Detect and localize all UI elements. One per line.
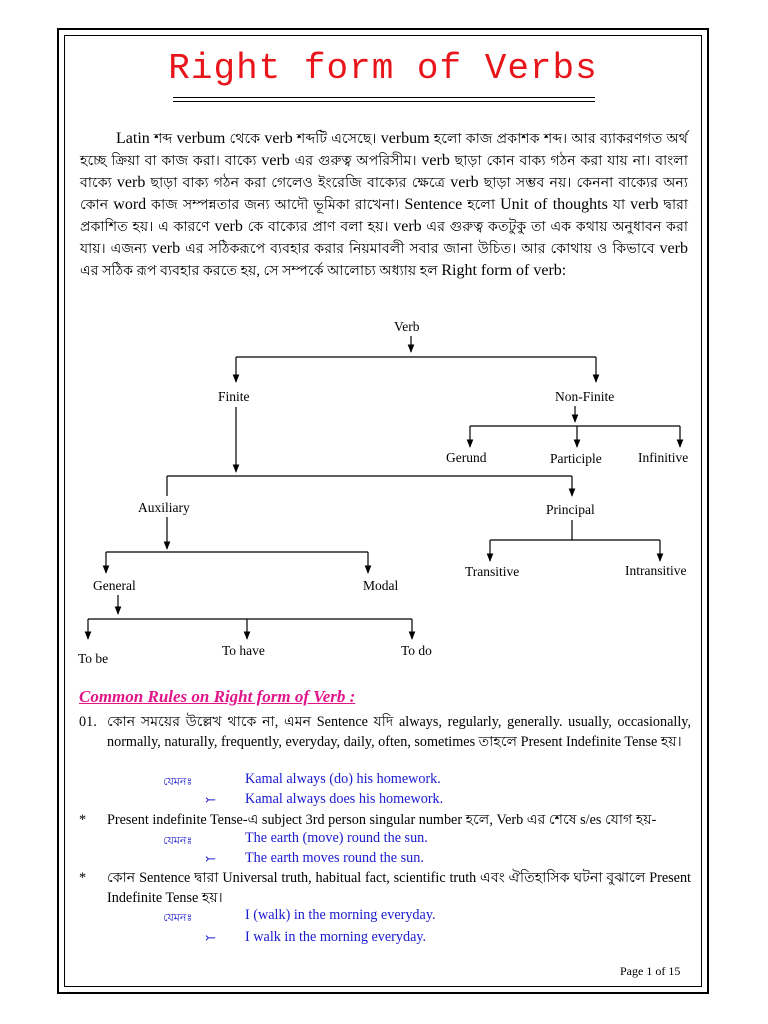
intro-english-term: word [113,196,147,213]
node-participle: Participle [550,451,602,466]
node-intransitive: Intransitive [625,563,687,578]
answer-arrow-icon: ⤚ [205,851,216,866]
intro-english-term: verb [264,130,293,147]
node-to-have: To have [222,643,265,658]
intro-text-run: থেকে [225,131,265,147]
intro-text-run: এর গুরুত্ব কতটুকু তা এক কথায় অনুধাবন করা যায়। এজন্য [80,219,688,257]
intro-english-term: verb [116,174,146,191]
rule-text: Present indefinite Tense-এ subject 3rd person singular number হলে, Verb এর শেষে s/es যোগ হয়- [107,812,657,828]
intro-english-term: verb [630,196,659,213]
example-label: যেমনঃ [163,912,193,924]
answer-arrow-icon: ⤚ [205,930,216,945]
intro-english-term: Sentence [404,196,463,213]
intro-text-run: দ্বারা প্রকাশিত হয়। এ কারণে [80,197,689,235]
example-answer: The earth moves round the sun. [245,850,424,866]
intro-english-term: verb [214,218,243,235]
node-modal: Modal [363,578,399,593]
intro-text-run: শব্দ [149,131,177,147]
example-question: The earth (move) round the sun. [245,830,428,846]
node-infinitive: Infinitive [638,450,689,465]
example-question: Kamal always (do) his homework. [245,771,441,787]
intro-english-term: verb [393,218,422,235]
node-finite: Finite [218,389,250,404]
intro-text-run: কে বাক্যের প্রাণ বলা হয়। [242,219,394,235]
rules-heading: Common Rules on Right form of Verb : [79,687,356,706]
page-title: Right form of Verbs [168,48,598,89]
intro-text-run: শব্দটি এসেছে। [292,131,381,147]
rule-bullet: * [79,870,87,886]
intro-english-term: Right form of verb: [441,262,567,279]
rule-number: 01. [79,714,97,730]
page-number: Page 1 of 15 [620,964,681,978]
example-answer: I walk in the morning everyday. [245,929,427,945]
node-to-do: To do [401,643,432,658]
rule-bullet: * [79,812,87,828]
rule-text: কোন সময়ের উল্লেখ থাকে না, এমন Sentence যদি always, regularly, generally. usually, occasionally, normally, naturally, frequently, everyday, daily, often, sometimes তাহলে Present Indefinite Tense হয়। [107,714,691,750]
node-auxiliary: Auxiliary [138,500,190,515]
intro-english-term: Unit of thoughts [500,196,608,213]
node-verb: Verb [394,319,420,334]
node-principal: Principal [546,502,595,517]
example-answer: Kamal always does his homework. [245,791,444,807]
node-gerund: Gerund [446,450,487,465]
intro-english-term: verb [261,152,290,169]
intro-text-run: যা [607,197,631,213]
rule-universal-truth [79,868,691,908]
intro-english-term: verb [421,152,450,169]
intro-text-run: এর সঠিক রূপ ব্যবহার করতে হয়, সে সম্পর্কে আলোচ্য অধ্যায় হল [80,263,442,279]
example-label: যেমনঃ [163,835,193,847]
intro-text-run: ছাড়া বাক্য গঠন করা গেলেও ইংরেজি বাক্যের ক্ষেত্রে [145,175,451,191]
rule-01 [79,712,691,752]
intro-english-term: verbum [380,130,430,147]
intro-text-run: এর গুরুত্ব অপরিসীম। [289,153,422,169]
intro-english-term: Latin [116,130,150,147]
intro-text-run: কাজ সম্পন্নতার জন্য আদৌ ভূমিকা রাখেনা। [146,197,405,213]
node-transitive: Transitive [465,564,520,579]
rule-text: কোন Sentence দ্বারা Universal truth, habitual fact, scientific truth এবং ঐতিহাসিক ঘটনা বুঝালে Present Indefinite Tense হয়। [107,870,691,906]
example-question: I (walk) in the morning everyday. [245,907,436,923]
node-to-be: To be [78,651,109,666]
intro-english-term: verb [151,240,181,257]
intro-text-run: হলো কাজ প্রকাশক শব্দ। আর ব্যাকরণগত অর্থ হচ্ছে ক্রিয়া বা কাজ করা। বাক্যে [80,131,688,169]
intro-text-run: হলো [462,197,501,213]
node-general: General [93,578,136,593]
node-non-finite: Non-Finite [555,389,615,404]
answer-arrow-icon: ⤚ [205,792,216,807]
intro-text-run: ছাড়া কোন বাক্য গঠন করা যায় না। বাংলা বাক্যে [80,153,688,191]
intro-text-run: এর সঠিকরূপে ব্যবহার করার নিয়মাবলী সবার জানা উচিত। আর কোথায় ও কিভাবে [180,241,660,257]
intro-text-run: ছাড়া সম্ভব নয়। কেননা বাক্যের অন্য কোন [80,175,688,213]
intro-english-term: verb [450,174,479,191]
intro-english-term: verb [659,240,688,257]
rule-present-indefinite [79,810,691,830]
example-label: যেমনঃ [163,776,193,788]
intro-english-term: verbum [176,130,226,147]
